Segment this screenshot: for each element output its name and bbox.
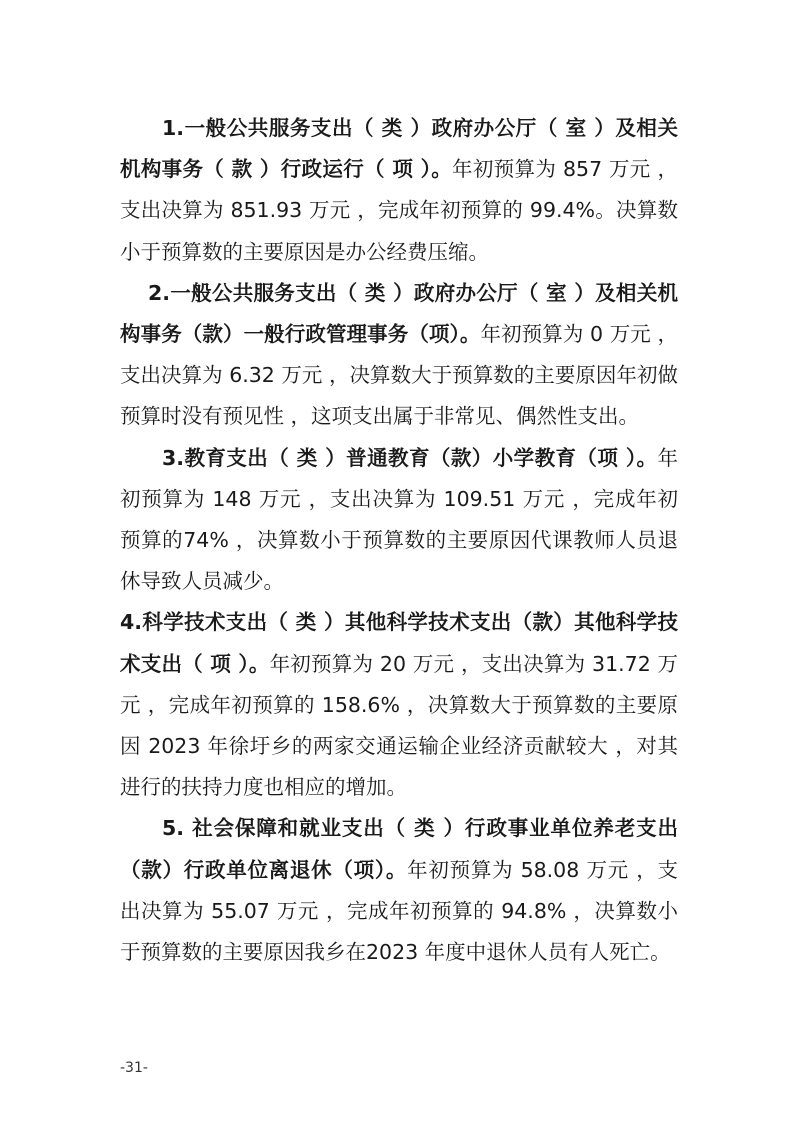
page-number: -31- [120, 1060, 148, 1076]
paragraph-4-body: 年初预算为 20 万元 ，支出决算为 31.72 万元 ，完成年初预算的 158.6% ，决算数大于预算数的主要原因 2023 年徐圩乡的两家交通运输企业经济贡献较大 ，对其进行的扶持力度也相应的增加。 [120, 651, 678, 800]
paragraph-2 [120, 273, 678, 438]
paragraph-2-heading: 2.一般公共服务支出（ 类 ）政府办公厅（ 室 ）及相关机构事务（款）一般行政管理事务（项）。 [120, 280, 678, 347]
paragraph-5 [120, 808, 678, 973]
paragraph-1-heading: 1.一般公共服务支出（ 类 ）政府办公厅（ 室 ）及相关机构事务（ 款 ）行政运行（ 项 ）。 [120, 116, 678, 182]
document-body [120, 108, 678, 973]
paragraph-3-heading: 3.教育支出（ 类 ）普通教育（款）小学教育（项 ）。 [162, 445, 658, 470]
paragraph-3-body: 年初预算为 148 万元 ，支出决算为 109.51 万元 ，完成年初预算的74% ，决算数小于预算数的主要原因代课教师人员退休导致人员减少。 [120, 445, 678, 594]
paragraph-5-body: 年初预算为 58.08 万元 ，支出决算为 55.07 万元 ，完成年初预算的 94.8% ，决算数小于预算数的主要原因我乡在2023 年度中退休人员有人死亡。 [120, 857, 678, 965]
paragraph-4 [120, 602, 678, 808]
paragraph-1-body: 年初预算为 857 万元 ，支出决算为 851.93 万元 ，完成年初预算的 99.4%。决算数小于预算数的主要原因是办公经费压缩。 [120, 157, 678, 264]
paragraph-5-heading: 5. 社会保障和就业支出（ 类 ）行政事业单位养老支出（款）行政单位离退休（项）。 [120, 816, 678, 882]
paragraph-1 [120, 108, 678, 273]
paragraph-4-heading: 4.科学技术支出（ 类 ）其他科学技术支出（款）其他科学技术支出（ 项 ）。 [120, 610, 678, 676]
paragraph-2-body: 年初预算为 0 万元 ，支出决算为 6.32 万元 ，决算数大于预算数的主要原因年初做预算时没有预见性 ，这项支出属于非常见、偶然性支出。 [120, 322, 679, 429]
paragraph-3 [120, 438, 678, 603]
